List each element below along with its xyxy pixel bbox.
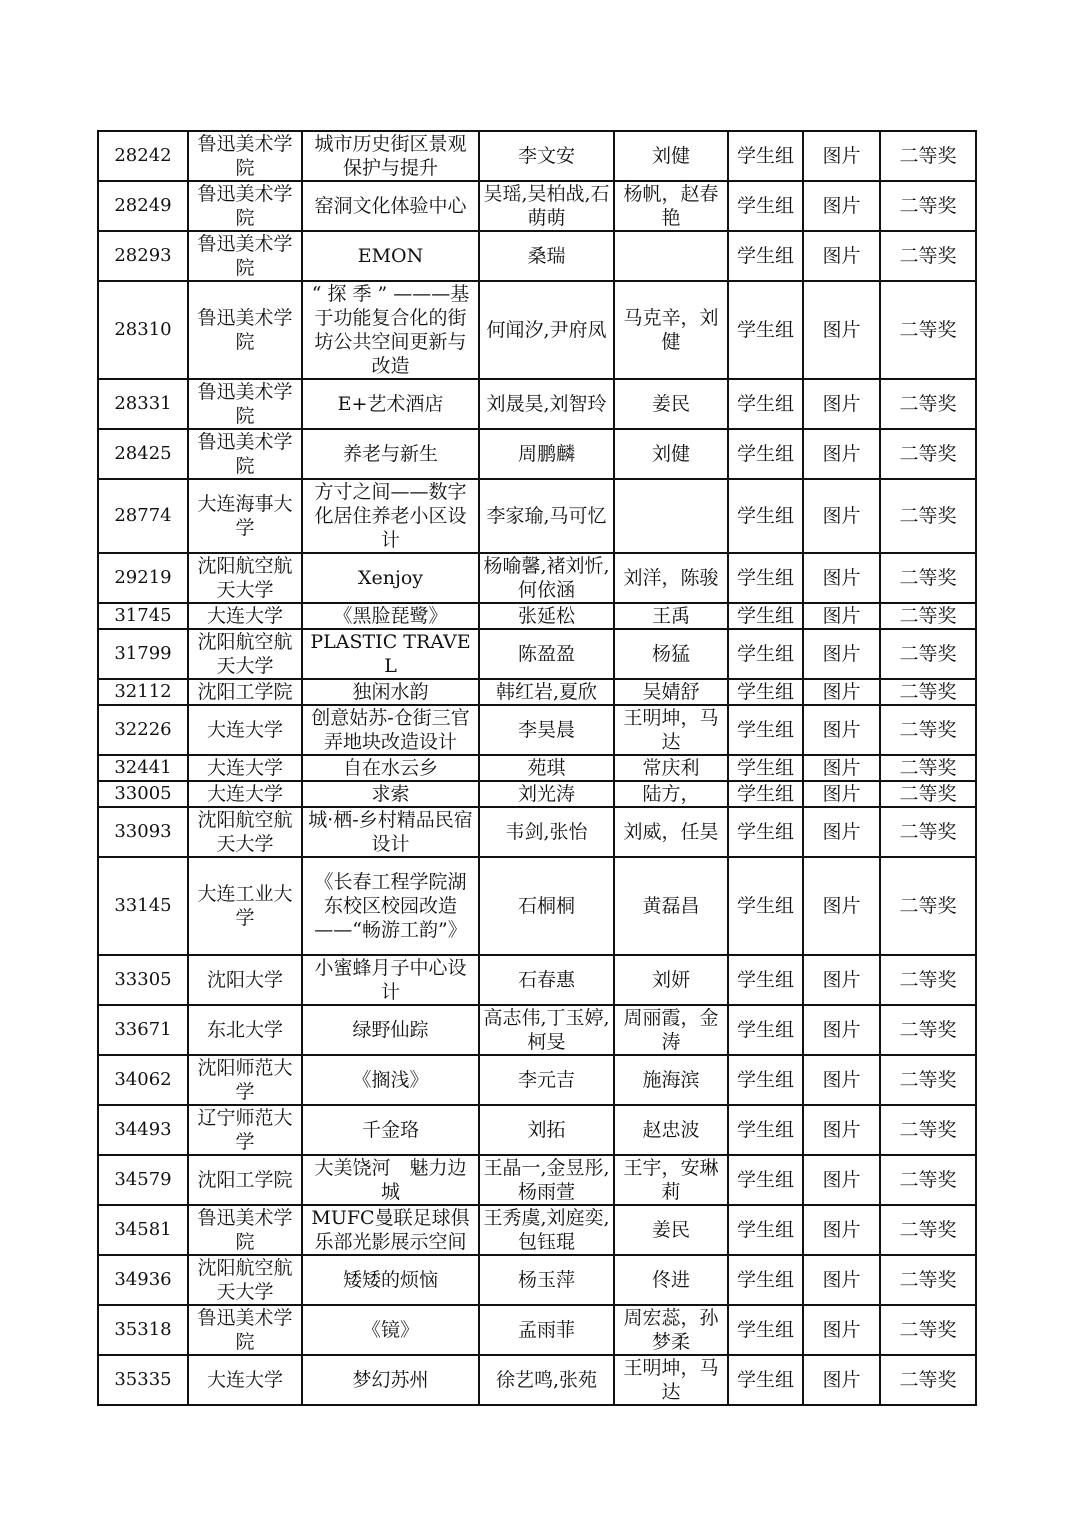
category-cell: 图片: [803, 181, 880, 231]
award-cell: 二等奖: [880, 629, 976, 679]
entry-id-cell: 33093: [98, 807, 188, 857]
table-row: [98, 1005, 976, 1055]
group-cell: 学生组: [728, 429, 803, 479]
table-row: [98, 281, 976, 379]
table-row: [98, 1305, 976, 1355]
work-title-cell: “ 探 季 ” ———基于功能复合化的街坊公共空间更新与改造: [302, 281, 479, 379]
authors-cell: 刘晟昊,刘智玲: [479, 379, 614, 429]
group-cell: 学生组: [728, 603, 803, 629]
authors-cell: 徐艺鸣,张苑: [479, 1355, 614, 1405]
school-cell: 沈阳航空航天大学: [188, 629, 302, 679]
category-cell: 图片: [803, 955, 880, 1005]
school-cell: 鲁迅美术学院: [188, 231, 302, 281]
school-cell: 沈阳工学院: [188, 679, 302, 705]
entry-id-cell: 33671: [98, 1005, 188, 1055]
group-cell: 学生组: [728, 781, 803, 807]
category-cell: 图片: [803, 131, 880, 181]
advisor-cell: 杨猛: [614, 629, 728, 679]
work-title-cell: EMON: [302, 231, 479, 281]
category-cell: 图片: [803, 1255, 880, 1305]
work-title-cell: 窑洞文化体验中心: [302, 181, 479, 231]
school-cell: 鲁迅美术学院: [188, 1205, 302, 1255]
advisor-cell: 王明坤，马达: [614, 705, 728, 755]
category-cell: 图片: [803, 679, 880, 705]
award-cell: 二等奖: [880, 1105, 976, 1155]
entry-id-cell: 32441: [98, 755, 188, 781]
table-row: [98, 1205, 976, 1255]
advisor-cell: 周丽霞，金涛: [614, 1005, 728, 1055]
award-cell: 二等奖: [880, 807, 976, 857]
entry-id-cell: 35335: [98, 1355, 188, 1405]
authors-cell: 刘光涛: [479, 781, 614, 807]
entry-id-cell: 34581: [98, 1205, 188, 1255]
category-cell: 图片: [803, 231, 880, 281]
table-row: [98, 755, 976, 781]
table-row: [98, 679, 976, 705]
school-cell: 大连大学: [188, 755, 302, 781]
advisor-cell: 吴婧舒: [614, 679, 728, 705]
advisor-cell: 佟进: [614, 1255, 728, 1305]
entry-id-cell: 28310: [98, 281, 188, 379]
advisor-cell: 黄磊昌: [614, 857, 728, 955]
award-cell: 二等奖: [880, 1255, 976, 1305]
advisor-cell: 杨帆，赵春艳: [614, 181, 728, 231]
advisor-cell: 周宏蕊，孙梦柔: [614, 1305, 728, 1355]
group-cell: 学生组: [728, 1155, 803, 1205]
table-row: [98, 181, 976, 231]
authors-cell: 陈盈盈: [479, 629, 614, 679]
school-cell: 沈阳师范大学: [188, 1055, 302, 1105]
group-cell: 学生组: [728, 1055, 803, 1105]
entry-id-cell: 31799: [98, 629, 188, 679]
advisor-cell: 刘健: [614, 429, 728, 479]
advisor-cell: 施海滨: [614, 1055, 728, 1105]
award-cell: 二等奖: [880, 1005, 976, 1055]
work-title-cell: 城市历史街区景观保护与提升: [302, 131, 479, 181]
group-cell: 学生组: [728, 231, 803, 281]
authors-cell: 王晶一,金昱彤,杨雨萱: [479, 1155, 614, 1205]
category-cell: 图片: [803, 429, 880, 479]
category-cell: 图片: [803, 379, 880, 429]
authors-cell: 杨玉萍: [479, 1255, 614, 1305]
award-cell: 二等奖: [880, 1155, 976, 1205]
school-cell: 大连大学: [188, 1355, 302, 1405]
group-cell: 学生组: [728, 1255, 803, 1305]
group-cell: 学生组: [728, 629, 803, 679]
category-cell: 图片: [803, 1105, 880, 1155]
advisor-cell: 陆方，: [614, 781, 728, 807]
authors-cell: 杨喻馨,褚刘忻,何依涵: [479, 553, 614, 603]
authors-cell: 苑琪: [479, 755, 614, 781]
group-cell: 学生组: [728, 955, 803, 1005]
school-cell: 大连大学: [188, 705, 302, 755]
table-row: [98, 1105, 976, 1155]
entry-id-cell: 35318: [98, 1305, 188, 1355]
authors-cell: 李文安: [479, 131, 614, 181]
group-cell: 学生组: [728, 1205, 803, 1255]
entry-id-cell: 34493: [98, 1105, 188, 1155]
work-title-cell: PLASTIC TRAVEL: [302, 629, 479, 679]
work-title-cell: 养老与新生: [302, 429, 479, 479]
work-title-cell: 自在水云乡: [302, 755, 479, 781]
award-table: [97, 130, 977, 1406]
work-title-cell: 大美饶河 魅力边城: [302, 1155, 479, 1205]
authors-cell: 韩红岩,夏欣: [479, 679, 614, 705]
entry-id-cell: 33145: [98, 857, 188, 955]
work-title-cell: 城·栖-乡村精品民宿设计: [302, 807, 479, 857]
authors-cell: 韦剑,张怡: [479, 807, 614, 857]
school-cell: 沈阳大学: [188, 955, 302, 1005]
entry-id-cell: 28249: [98, 181, 188, 231]
authors-cell: 石春惠: [479, 955, 614, 1005]
work-title-cell: 矮矮的烦恼: [302, 1255, 479, 1305]
table-row: [98, 429, 976, 479]
advisor-cell: [614, 231, 728, 281]
table-row: [98, 479, 976, 553]
authors-cell: 王秀虞,刘庭奕,包钰琨: [479, 1205, 614, 1255]
table-row: [98, 131, 976, 181]
group-cell: 学生组: [728, 181, 803, 231]
award-cell: 二等奖: [880, 857, 976, 955]
entry-id-cell: 32112: [98, 679, 188, 705]
entry-id-cell: 31745: [98, 603, 188, 629]
category-cell: 图片: [803, 857, 880, 955]
category-cell: 图片: [803, 807, 880, 857]
advisor-cell: 王禹: [614, 603, 728, 629]
category-cell: 图片: [803, 603, 880, 629]
school-cell: 大连工业大学: [188, 857, 302, 955]
work-title-cell: MUFC曼联足球俱乐部光影展示空间: [302, 1205, 479, 1255]
entry-id-cell: 32226: [98, 705, 188, 755]
award-table-body: [98, 131, 976, 1405]
group-cell: 学生组: [728, 479, 803, 553]
award-cell: 二等奖: [880, 231, 976, 281]
group-cell: 学生组: [728, 1105, 803, 1155]
work-title-cell: 《长春工程学院湖东校区校园改造——“畅游工韵”》: [302, 857, 479, 955]
group-cell: 学生组: [728, 1355, 803, 1405]
entry-id-cell: 28293: [98, 231, 188, 281]
entry-id-cell: 28774: [98, 479, 188, 553]
group-cell: 学生组: [728, 857, 803, 955]
work-title-cell: 千金珞: [302, 1105, 479, 1155]
entry-id-cell: 34579: [98, 1155, 188, 1205]
school-cell: 鲁迅美术学院: [188, 181, 302, 231]
table-row: [98, 553, 976, 603]
school-cell: 大连海事大学: [188, 479, 302, 553]
authors-cell: 张延松: [479, 603, 614, 629]
work-title-cell: 方寸之间——数字化居住养老小区设计: [302, 479, 479, 553]
award-cell: 二等奖: [880, 603, 976, 629]
entry-id-cell: 29219: [98, 553, 188, 603]
group-cell: 学生组: [728, 281, 803, 379]
table-row: [98, 379, 976, 429]
award-cell: 二等奖: [880, 781, 976, 807]
award-cell: 二等奖: [880, 1205, 976, 1255]
entry-id-cell: 34936: [98, 1255, 188, 1305]
school-cell: 大连大学: [188, 781, 302, 807]
award-cell: 二等奖: [880, 679, 976, 705]
category-cell: 图片: [803, 1155, 880, 1205]
table-row: [98, 705, 976, 755]
school-cell: 辽宁师范大学: [188, 1105, 302, 1155]
entry-id-cell: 33305: [98, 955, 188, 1005]
award-cell: 二等奖: [880, 479, 976, 553]
category-cell: 图片: [803, 705, 880, 755]
advisor-cell: 刘健: [614, 131, 728, 181]
category-cell: 图片: [803, 1305, 880, 1355]
award-cell: 二等奖: [880, 1305, 976, 1355]
table-row: [98, 955, 976, 1005]
category-cell: 图片: [803, 629, 880, 679]
advisor-cell: 王宇，安琳莉: [614, 1155, 728, 1205]
school-cell: 鲁迅美术学院: [188, 379, 302, 429]
work-title-cell: E+艺术酒店: [302, 379, 479, 429]
entry-id-cell: 28425: [98, 429, 188, 479]
award-cell: 二等奖: [880, 1055, 976, 1105]
authors-cell: 周鹏麟: [479, 429, 614, 479]
group-cell: 学生组: [728, 755, 803, 781]
advisor-cell: [614, 479, 728, 553]
work-title-cell: 《镜》: [302, 1305, 479, 1355]
work-title-cell: 梦幻苏州: [302, 1355, 479, 1405]
authors-cell: 孟雨菲: [479, 1305, 614, 1355]
authors-cell: 何闻汐,尹府凤: [479, 281, 614, 379]
group-cell: 学生组: [728, 379, 803, 429]
work-title-cell: 创意姑苏-仓街三官弄地块改造设计: [302, 705, 479, 755]
advisor-cell: 马克辛，刘健: [614, 281, 728, 379]
school-cell: 大连大学: [188, 603, 302, 629]
authors-cell: 刘拓: [479, 1105, 614, 1155]
school-cell: 沈阳航空航天大学: [188, 807, 302, 857]
advisor-cell: 刘洋，陈骏: [614, 553, 728, 603]
advisor-cell: 刘妍: [614, 955, 728, 1005]
school-cell: 沈阳航空航天大学: [188, 553, 302, 603]
category-cell: 图片: [803, 479, 880, 553]
entry-id-cell: 28331: [98, 379, 188, 429]
table-row: [98, 1255, 976, 1305]
group-cell: 学生组: [728, 553, 803, 603]
authors-cell: 吴瑶,吴柏战,石萌萌: [479, 181, 614, 231]
category-cell: 图片: [803, 755, 880, 781]
table-row: [98, 231, 976, 281]
entry-id-cell: 34062: [98, 1055, 188, 1105]
entry-id-cell: 28242: [98, 131, 188, 181]
group-cell: 学生组: [728, 679, 803, 705]
group-cell: 学生组: [728, 705, 803, 755]
award-cell: 二等奖: [880, 553, 976, 603]
table-row: [98, 1355, 976, 1405]
table-row: [98, 1155, 976, 1205]
table-row: [98, 781, 976, 807]
category-cell: 图片: [803, 1355, 880, 1405]
category-cell: 图片: [803, 1005, 880, 1055]
award-cell: 二等奖: [880, 1355, 976, 1405]
authors-cell: 桑瑞: [479, 231, 614, 281]
award-cell: 二等奖: [880, 379, 976, 429]
category-cell: 图片: [803, 281, 880, 379]
school-cell: 鲁迅美术学院: [188, 1305, 302, 1355]
advisor-cell: 常庆利: [614, 755, 728, 781]
school-cell: 沈阳工学院: [188, 1155, 302, 1205]
group-cell: 学生组: [728, 1005, 803, 1055]
school-cell: 东北大学: [188, 1005, 302, 1055]
table-row: [98, 629, 976, 679]
advisor-cell: 姜民: [614, 379, 728, 429]
award-cell: 二等奖: [880, 281, 976, 379]
school-cell: 鲁迅美术学院: [188, 131, 302, 181]
group-cell: 学生组: [728, 1305, 803, 1355]
entry-id-cell: 33005: [98, 781, 188, 807]
authors-cell: 李昊晨: [479, 705, 614, 755]
category-cell: 图片: [803, 553, 880, 603]
group-cell: 学生组: [728, 131, 803, 181]
work-title-cell: 求索: [302, 781, 479, 807]
table-row: [98, 857, 976, 955]
advisor-cell: 赵忠波: [614, 1105, 728, 1155]
work-title-cell: 《黑脸琵鹭》: [302, 603, 479, 629]
award-cell: 二等奖: [880, 181, 976, 231]
award-cell: 二等奖: [880, 955, 976, 1005]
school-cell: 鲁迅美术学院: [188, 281, 302, 379]
work-title-cell: 《搁浅》: [302, 1055, 479, 1105]
authors-cell: 高志伟,丁玉婷,柯旻: [479, 1005, 614, 1055]
category-cell: 图片: [803, 781, 880, 807]
school-cell: 鲁迅美术学院: [188, 429, 302, 479]
authors-cell: 李元吉: [479, 1055, 614, 1105]
advisor-cell: 姜民: [614, 1205, 728, 1255]
work-title-cell: Xenjoy: [302, 553, 479, 603]
work-title-cell: 独闲水韵: [302, 679, 479, 705]
advisor-cell: 王明坤，马达: [614, 1355, 728, 1405]
table-row: [98, 807, 976, 857]
award-cell: 二等奖: [880, 429, 976, 479]
table-row: [98, 603, 976, 629]
authors-cell: 李家瑜,马可忆: [479, 479, 614, 553]
table-row: [98, 1055, 976, 1105]
award-cell: 二等奖: [880, 755, 976, 781]
school-cell: 沈阳航空航天大学: [188, 1255, 302, 1305]
advisor-cell: 刘威，任昊: [614, 807, 728, 857]
work-title-cell: 绿野仙踪: [302, 1005, 479, 1055]
award-cell: 二等奖: [880, 131, 976, 181]
category-cell: 图片: [803, 1055, 880, 1105]
group-cell: 学生组: [728, 807, 803, 857]
category-cell: 图片: [803, 1205, 880, 1255]
work-title-cell: 小蜜蜂月子中心设计: [302, 955, 479, 1005]
authors-cell: 石桐桐: [479, 857, 614, 955]
award-cell: 二等奖: [880, 705, 976, 755]
